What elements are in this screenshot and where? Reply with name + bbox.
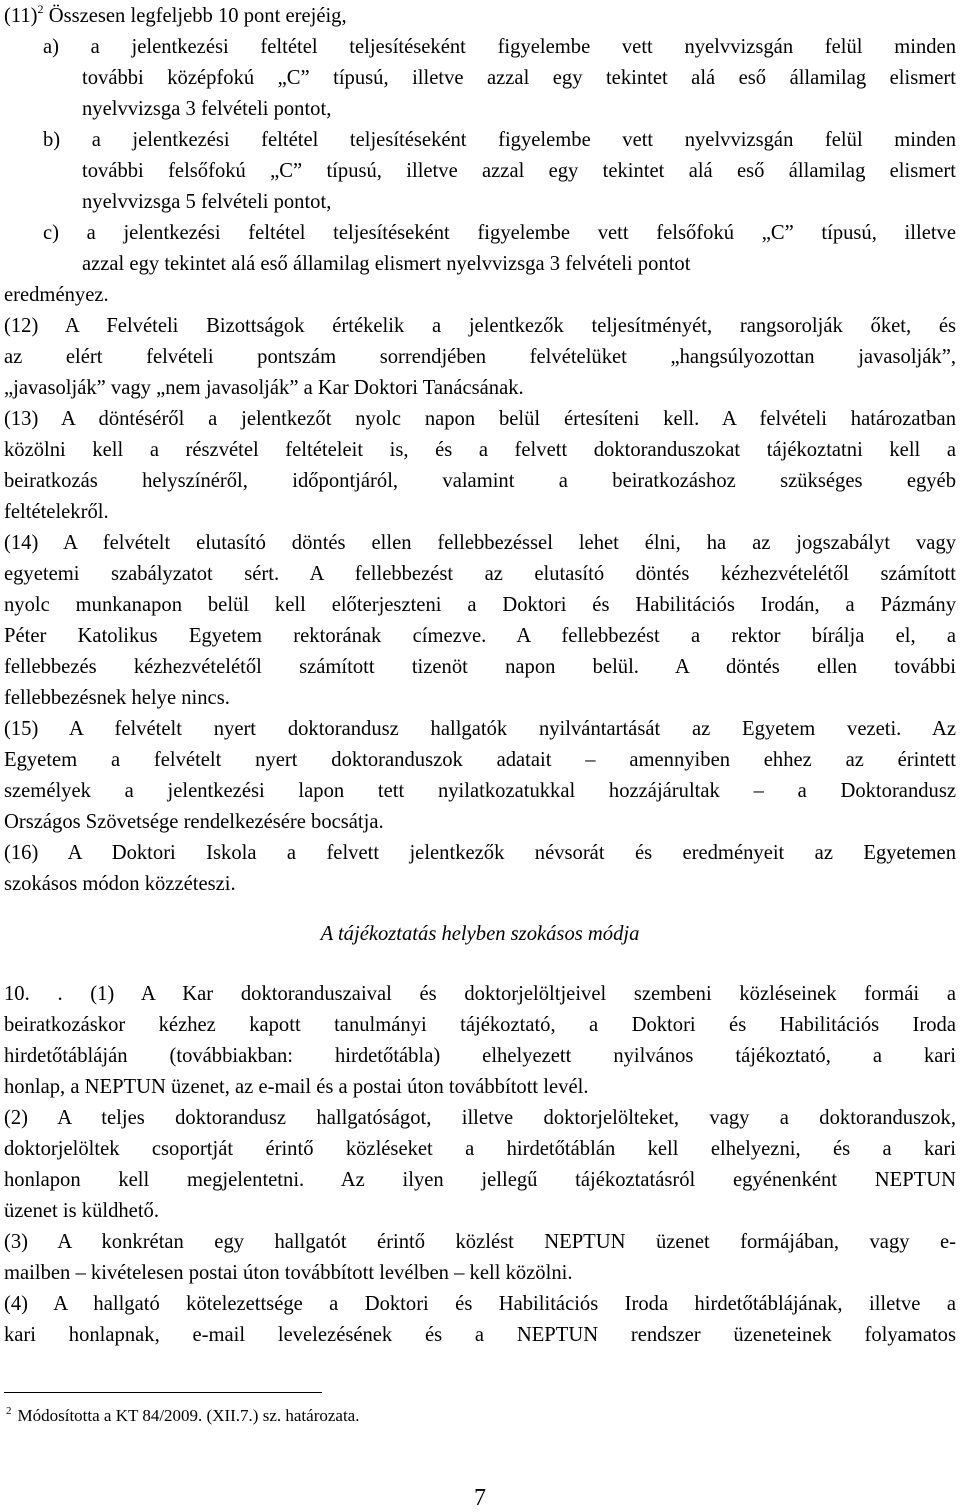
paragraph-11-line <box>4 1 956 31</box>
paragraph-16: (16) A Doktori Iskola a felvett jelentkezők névsorát és eredményeit az Egyetemen <box>4 842 956 864</box>
text-line: személyek a jelentkezési lapon tett nyilatkozatukkal hozzájárultak – a Doktorandusz <box>4 780 956 802</box>
paragraph-number: (11) <box>4 5 38 27</box>
text-line: doktorjelöltek csoportját érintő közléseket a hirdetőtáblán kell elhelyezni, és a kari <box>4 1138 956 1160</box>
text-line: üzenet is küldhető. <box>4 1200 159 1222</box>
page-number: 7 <box>474 1485 486 1511</box>
paragraph-15: (15) A felvételt nyert doktorandusz hallgatók nyilvántartását az Egyetem vezeti. Az <box>4 718 956 740</box>
text-line: honlap, a NEPTUN üzenet, az e-mail és a postai úton továbbított levél. <box>4 1076 589 1098</box>
text-line: kari honlapnak, e-mail levelezésének és a NEPTUN rendszer üzeneteinek folyamatos <box>4 1324 956 1346</box>
text-line: Összesen legfeljebb 10 pont erejéig, <box>43 5 347 27</box>
text-line: beiratkozáskor kézhez kapott tanulmányi tájékoztató, a Doktori és Habilitációs Iroda <box>4 1014 956 1036</box>
text-line: beiratkozás helyszínéről, időpontjáról, valamint a beiratkozáshoz szükséges egyéb <box>4 470 956 492</box>
paragraph-12: (12) A Felvételi Bizottságok értékelik a jelentkezők teljesítményét, rangsorolják őket, és <box>4 315 956 337</box>
text-line: szokásos módon közzéteszi. <box>4 873 236 895</box>
text-line: nyolc munkanapon belül kell előterjeszteni a Doktori és Habilitációs Irodán, a Pázmány <box>4 594 956 616</box>
paragraph-10-3: (3) A konkrétan egy hallgatót érintő közlést NEPTUN üzenet formájában, vagy e- <box>4 1231 956 1253</box>
text-line: feltételekről. <box>4 501 109 523</box>
paragraph-14: (14) A felvételt elutasító döntés ellen fellebbezéssel lehet élni, ha az jogszabályt vagy <box>4 532 956 554</box>
text-line: Egyetem a felvételt nyert doktoranduszok adatait – amennyiben ehhez az érintett <box>4 749 956 771</box>
paragraph-10-4: (4) A hallgató kötelezettsége a Doktori és Habilitációs Iroda hirdetőtáblájának, illetve a <box>4 1293 956 1315</box>
list-item-b: b) a jelentkezési feltétel teljesítéseként figyelembe vett nyelvvizsgán felül minden <box>43 129 956 151</box>
text-line: további felsőfokú „C” típusú, illetve azzal egy tekintet alá eső államilag elismert <box>82 160 956 182</box>
list-item-c: c) a jelentkezési feltétel teljesítéseként figyelembe vett felsőfokú „C” típusú, illetve <box>43 222 956 244</box>
text-line: Országos Szövetsége rendelkezésére bocsátja. <box>4 811 384 833</box>
text-line: fellebbezés kézhezvételétől számított tizenöt napon belül. A döntés ellen további <box>4 656 956 678</box>
text-line: nyelvvizsga 5 felvételi pontot, <box>82 191 332 213</box>
text-line: az elért felvételi pontszám sorrendjében felvételüket „hangsúlyozottan javasolják”, <box>4 346 956 368</box>
footnote-reference[interactable]: 2 <box>37 2 44 16</box>
text-line: közölni kell a részvétel feltételeit is, és a felvett doktoranduszokat tájékoztatni kell a <box>4 439 956 461</box>
text-line: mailben – kivételesen postai úton továbbított levélben – kell közölni. <box>4 1262 573 1284</box>
footnote-text: Módosította a KT 84/2009. (XII.7.) sz. határozata. <box>17 1406 360 1425</box>
paragraph-10-1: 10. . (1) A Kar doktoranduszaival és doktorjelöltjeivel szembeni közléseinek formái a <box>4 983 956 1005</box>
text-line: Péter Katolikus Egyetem rektorának címezve. A fellebbezést a rektor bírálja el, a <box>4 625 956 647</box>
section-heading: A tájékoztatás helyben szokásos módja <box>320 923 640 945</box>
text-line: honlapon kell megjelentetni. Az ilyen jellegű tájékoztatásról egyénenként NEPTUN <box>4 1169 956 1191</box>
text-line: egyetemi szabályzatot sért. A fellebbezést az elutasító döntés kézhezvételétől számított <box>4 563 956 585</box>
text-line: „javasolják” vagy „nem javasolják” a Kar Doktori Tanácsának. <box>4 377 524 399</box>
paragraph-10-2: (2) A teljes doktorandusz hallgatóságot, illetve doktorjelölteket, vagy a doktoranduszok, <box>4 1107 956 1129</box>
paragraph-13: (13) A döntéséről a jelentkezőt nyolc napon belül értesíteni kell. A felvételi határozatban <box>4 408 956 430</box>
footnote-separator <box>4 1392 322 1393</box>
text-line: eredményez. <box>4 284 109 306</box>
text-line: nyelvvizsga 3 felvételi pontot, <box>82 98 332 120</box>
text-line: hirdetőtábláján (továbbiakban: hirdetőtábla) elhelyezett nyilvános tájékoztató, a kari <box>4 1045 956 1067</box>
text-line: fellebbezésnek helye nincs. <box>4 687 230 709</box>
text-line: azzal egy tekintet alá eső államilag elismert nyelvvizsga 3 felvételi pontot <box>82 253 691 275</box>
footnote-mark: 2 <box>6 1405 12 1417</box>
footnote <box>6 1404 359 1428</box>
text-line: további középfokú „C” típusú, illetve azzal egy tekintet alá eső államilag elismert <box>82 67 956 89</box>
list-item-a: a) a jelentkezési feltétel teljesítéseként figyelembe vett nyelvvizsgán felül minden <box>43 36 956 58</box>
